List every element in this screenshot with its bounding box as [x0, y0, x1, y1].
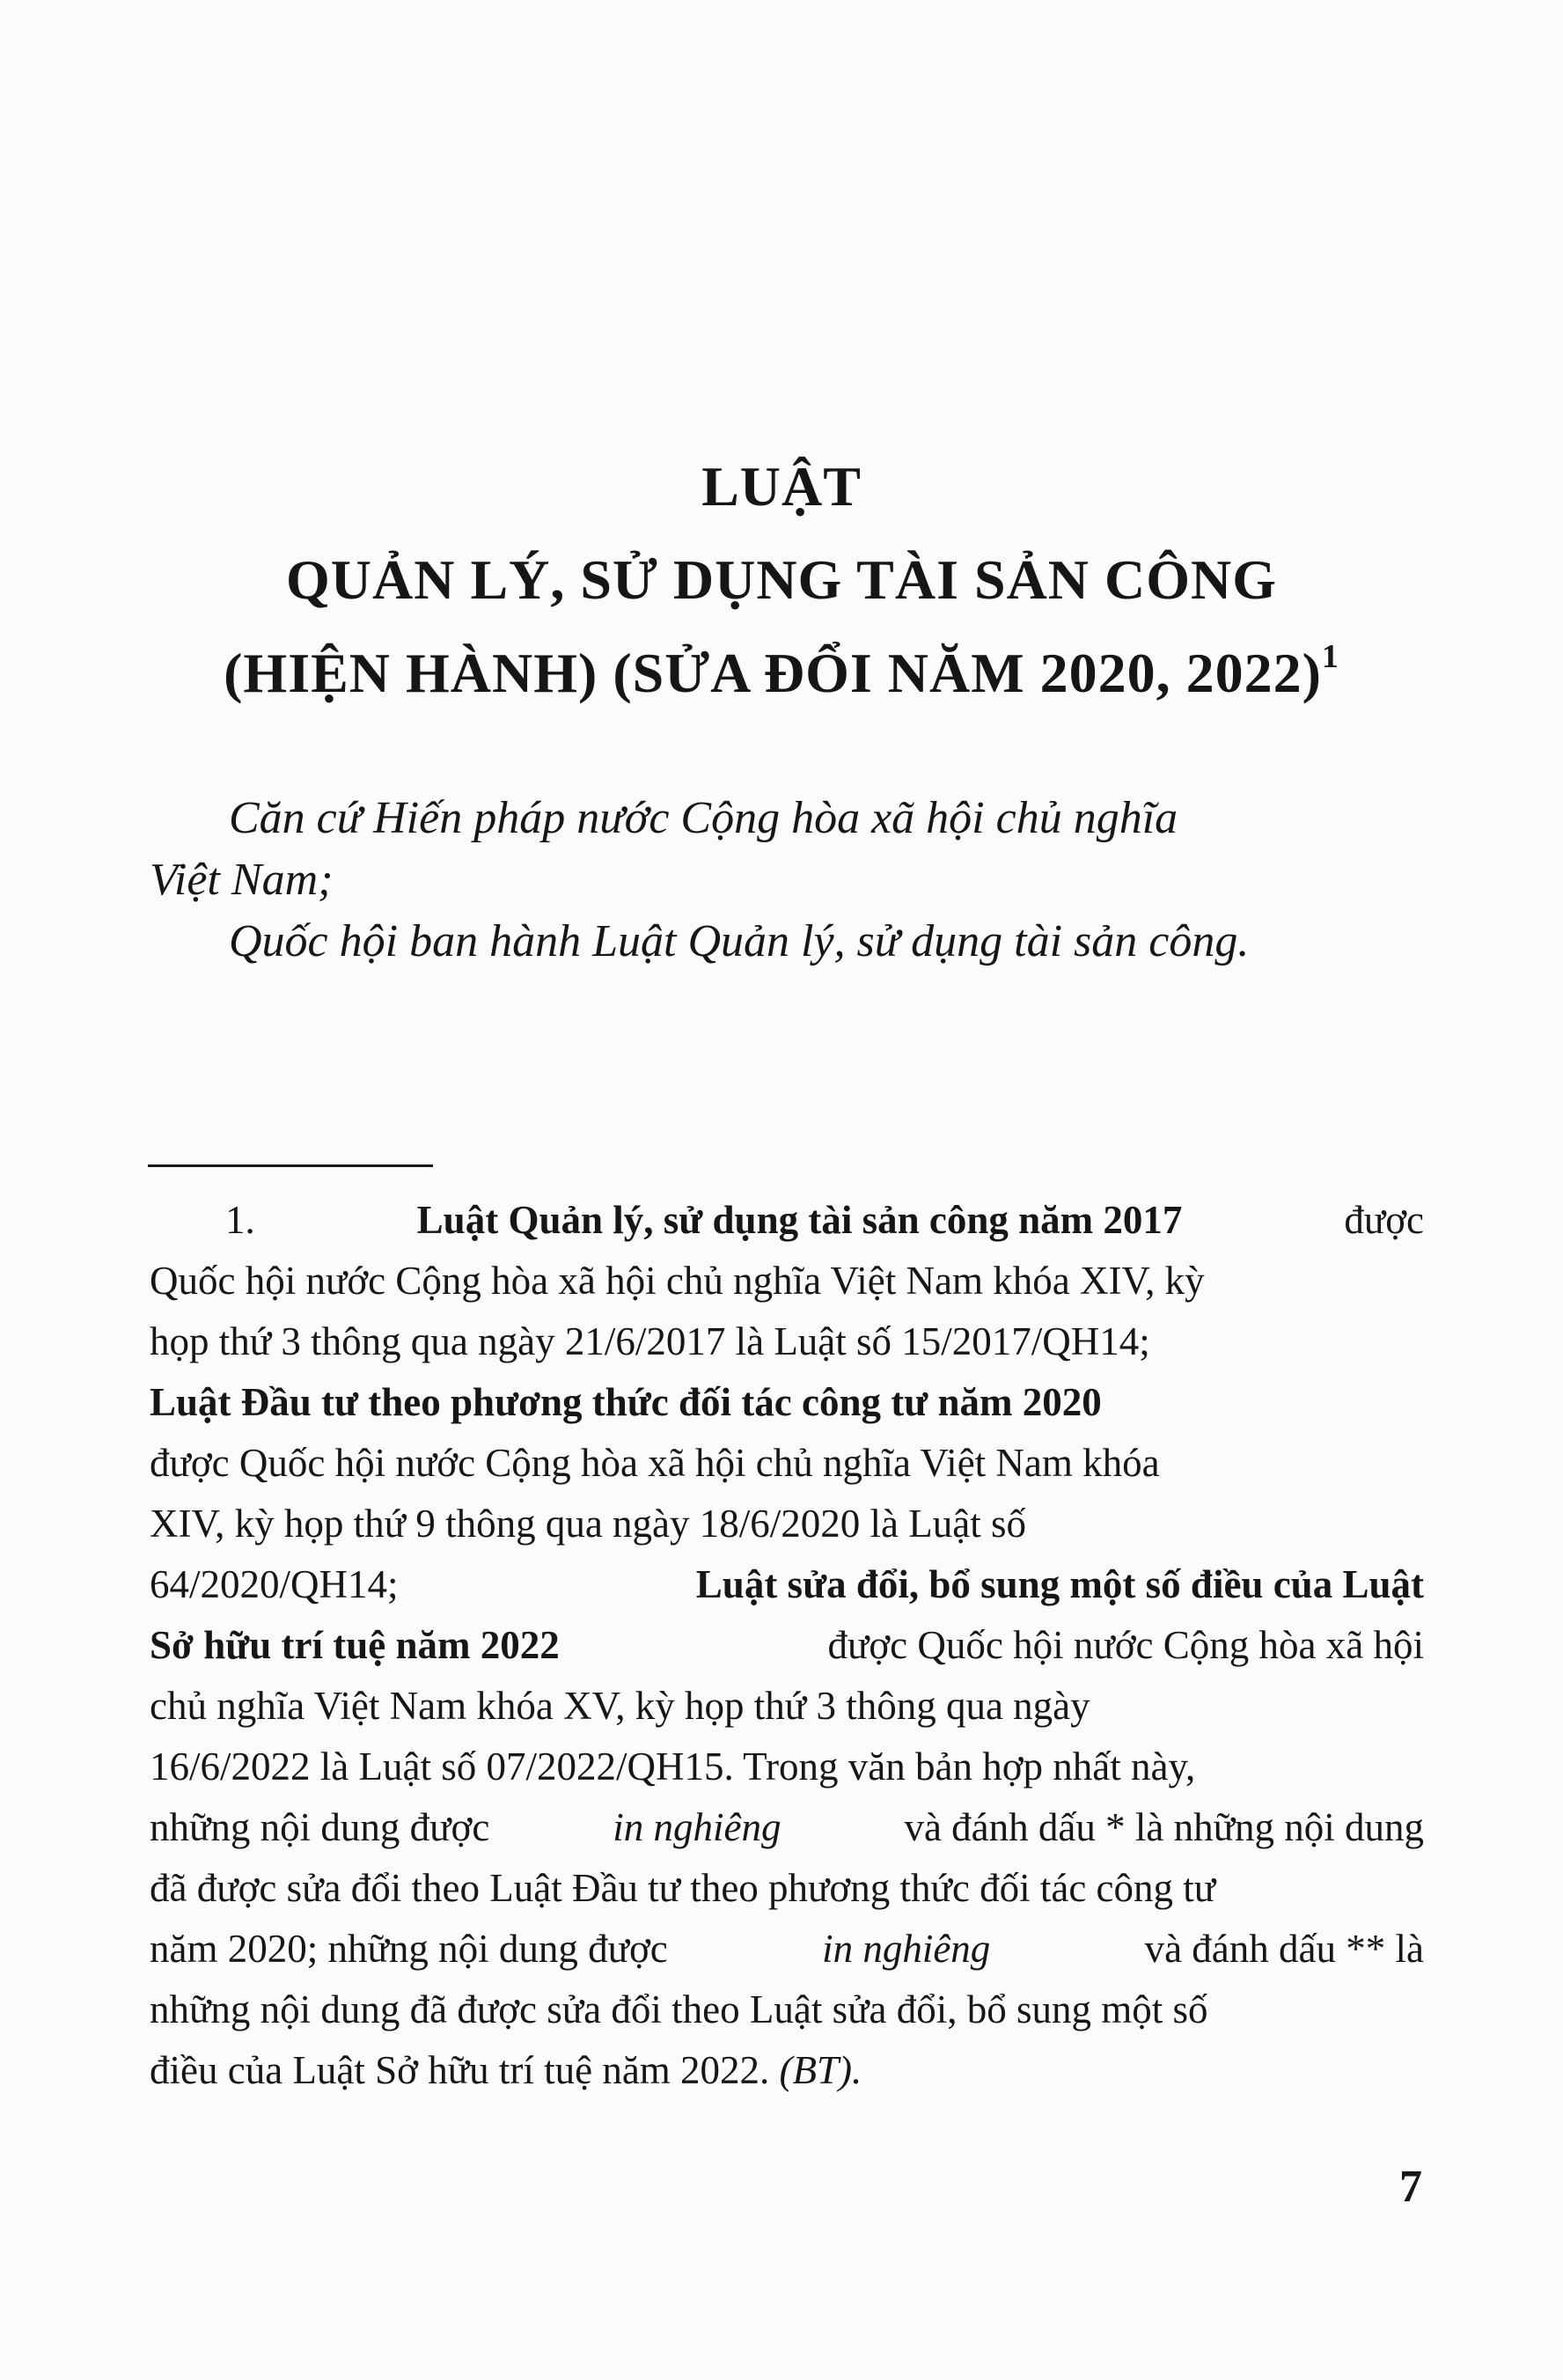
- footnote-text: được: [1344, 1198, 1424, 1242]
- footnote-line: [150, 1190, 1424, 1251]
- footnote-reference[interactable]: 1: [1321, 638, 1339, 675]
- footnote-line: [150, 1433, 1424, 1494]
- title-line-3: [0, 627, 1563, 720]
- footnote-text: đã được sửa đổi theo Luật Đầu tư theo phương thức đối tác công tư: [150, 1866, 1216, 1910]
- footnote-text: năm 2020; những nội dung được: [150, 1927, 668, 1971]
- footnote-line: [150, 2040, 1424, 2101]
- footnote-number: 1.: [225, 1198, 255, 1242]
- footnote-bold-text: Luật sửa đổi, bổ sung một số điều của Luật: [695, 1562, 1424, 1606]
- footnote-text: Quốc hội nước Cộng hòa xã hội chủ nghĩa Việt Nam khóa XIV, kỳ: [150, 1259, 1205, 1303]
- preamble-line-1: Căn cứ Hiến pháp nước Cộng hòa xã hội chủ nghĩa: [229, 793, 1178, 843]
- footnote-text: chủ nghĩa Việt Nam khóa XV, kỳ họp thứ 3 thông qua ngày: [150, 1684, 1090, 1728]
- footnote-line: [150, 1676, 1424, 1737]
- footnote-line: [150, 1919, 1424, 1980]
- footnote-text: những nội dung đã được sửa đổi theo Luật sửa đổi, bổ sung một số: [150, 1987, 1208, 2031]
- law-title: [0, 440, 1563, 720]
- footnote-bold-text: Luật Quản lý, sử dụng tài sản công năm 2017: [416, 1198, 1183, 1242]
- footnote-italic-text: in nghiêng: [822, 1927, 991, 1971]
- title-line-3-text: (HIỆN HÀNH) (SỬA ĐỔI NĂM 2020, 2022): [224, 642, 1322, 704]
- footnote-line: [150, 1858, 1424, 1919]
- footnote-text: điều của Luật Sở hữu trí tuệ năm 2022.: [150, 2048, 770, 2092]
- footnote-bold-text: Luật Đầu tư theo phương thức đối tác công tư năm 2020: [150, 1380, 1102, 1424]
- page-number: 7: [1399, 2162, 1422, 2212]
- footnote-line: [150, 1554, 1424, 1615]
- footnote-line: [150, 1980, 1424, 2040]
- title-line-1: LUẬT: [701, 455, 862, 518]
- footnote-italic-text: (BT).: [779, 2048, 862, 2092]
- preamble: [150, 788, 1426, 973]
- footnote-text: họp thứ 3 thông qua ngày 21/6/2017 là Luật số 15/2017/QH14;: [150, 1319, 1150, 1363]
- footnote-text: 64/2020/QH14;: [150, 1562, 399, 1606]
- footnote-line: [150, 1797, 1424, 1858]
- footnote-text: XIV, kỳ họp thứ 9 thông qua ngày 18/6/2020 là Luật số: [150, 1502, 1026, 1546]
- preamble-line-2: Việt Nam;: [150, 855, 334, 905]
- footnote-line: [150, 1251, 1424, 1311]
- footnote: [150, 1190, 1424, 2101]
- footnote-text: và đánh dấu ** là: [1144, 1927, 1424, 1971]
- title-line-2: QUẢN LÝ, SỬ DỤNG TÀI SẢN CÔNG: [286, 548, 1277, 611]
- footnote-text: và đánh dấu * là những nội dung: [904, 1805, 1424, 1849]
- footnote-line: [150, 1494, 1424, 1554]
- footnote-line: [150, 1372, 1424, 1433]
- footnote-text: được Quốc hội nước Cộng hòa xã hội chủ nghĩa Việt Nam khóa: [150, 1441, 1160, 1485]
- footnote-text: 16/6/2022 là Luật số 07/2022/QH15. Trong văn bản hợp nhất này,: [150, 1745, 1196, 1789]
- footnote-italic-text: in nghiêng: [613, 1805, 782, 1849]
- footnote-text: những nội dung được: [150, 1805, 490, 1849]
- footnote-divider: [148, 1164, 433, 1167]
- footnote-text: được Quốc hội nước Cộng hòa xã hội: [827, 1623, 1424, 1667]
- footnote-line: [150, 1311, 1424, 1372]
- footnote-bold-text: Sở hữu trí tuệ năm 2022: [150, 1623, 560, 1667]
- footnote-line: [150, 1615, 1424, 1676]
- footnote-line: [150, 1737, 1424, 1797]
- preamble-line-3: Quốc hội ban hành Luật Quản lý, sử dụng tài sản công.: [229, 916, 1250, 966]
